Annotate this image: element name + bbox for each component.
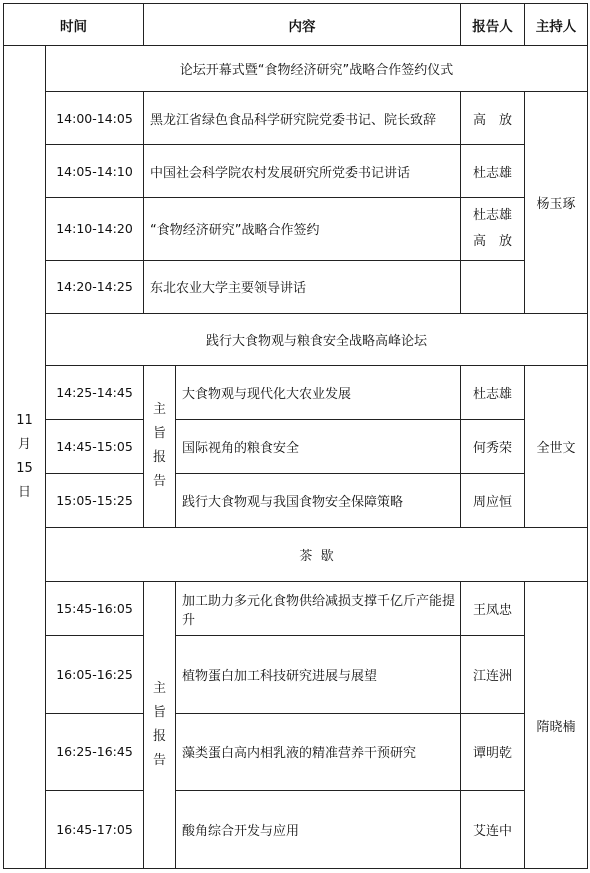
time-cell: 14:05-14:10	[46, 145, 144, 198]
keynote-label: 主 旨 报 告	[144, 365, 176, 527]
time-cell: 16:25-16:45	[46, 713, 144, 790]
table-row	[4, 365, 588, 419]
table-row	[4, 582, 588, 636]
table-row	[4, 145, 588, 198]
content-cell: 加工助力多元化食物供给减损支撑千亿斤产能提升	[176, 582, 461, 636]
reporter-cell: 杜志雄	[461, 365, 525, 419]
date-char: 月	[17, 437, 31, 453]
content-cell: 大食物观与现代化大农业发展	[176, 365, 461, 419]
section-row-tea-break	[4, 528, 588, 582]
content-cell: 国际视角的粮食安全	[176, 419, 461, 473]
content-cell: 中国社会科学院农村发展研究所党委书记讲话	[144, 145, 461, 198]
table-row	[4, 790, 588, 868]
reporter-cell: 江连洲	[461, 636, 525, 713]
content-cell: 践行大食物观与我国食物安全保障策略	[176, 474, 461, 528]
header-time: 时间	[4, 4, 144, 46]
reporter-cell	[461, 198, 525, 260]
reporter-name: 高 放	[472, 233, 512, 249]
keynote-label: 主 旨 报 告	[144, 582, 176, 869]
schedule-table	[3, 3, 588, 869]
section-row-opening	[4, 46, 588, 92]
host-cell-forum: 全世文	[525, 365, 588, 527]
time-cell: 16:45-17:05	[46, 790, 144, 868]
reporter-cell: 杜志雄	[461, 145, 525, 198]
table-row	[4, 474, 588, 528]
section-title-tea-break: 茶 歇	[46, 528, 588, 582]
date-cell	[4, 46, 46, 869]
section-title-opening: 论坛开幕式暨“食物经济研究”战略合作签约仪式	[46, 46, 588, 92]
table-row	[4, 92, 588, 145]
time-cell: 15:45-16:05	[46, 582, 144, 636]
header-row	[4, 4, 588, 46]
content-cell: 植物蛋白加工科技研究进展与展望	[176, 636, 461, 713]
time-cell: 16:05-16:25	[46, 636, 144, 713]
reporter-cell: 王凤忠	[461, 582, 525, 636]
section-title-forum: 践行大食物观与粮食安全战略高峰论坛	[46, 313, 588, 365]
header-reporter: 报告人	[461, 4, 525, 46]
content-cell: 东北农业大学主要领导讲话	[144, 260, 461, 313]
content-cell: “食物经济研究”战略合作签约	[144, 198, 461, 260]
date-char: 11	[16, 413, 33, 429]
time-cell: 14:20-14:25	[46, 260, 144, 313]
reporter-cell: 谭明乾	[461, 713, 525, 790]
section-row-forum	[4, 313, 588, 365]
table-row	[4, 198, 588, 260]
host-cell-afternoon: 隋晓楠	[525, 582, 588, 869]
header-host: 主持人	[525, 4, 588, 46]
reporter-cell: 周应恒	[461, 474, 525, 528]
time-cell: 14:45-15:05	[46, 419, 144, 473]
table-row	[4, 636, 588, 713]
header-content: 内容	[144, 4, 461, 46]
date-char: 15	[16, 461, 33, 477]
table-row	[4, 260, 588, 313]
time-cell: 14:10-14:20	[46, 198, 144, 260]
reporter-cell: 何秀荣	[461, 419, 525, 473]
content-cell: 酸角综合开发与应用	[176, 790, 461, 868]
table-row	[4, 713, 588, 790]
time-cell: 14:00-14:05	[46, 92, 144, 145]
reporter-name: 杜志雄	[472, 207, 512, 223]
table-row	[4, 419, 588, 473]
time-cell: 15:05-15:25	[46, 474, 144, 528]
reporter-cell	[461, 260, 525, 313]
reporter-cell: 艾连中	[461, 790, 525, 868]
content-cell: 藻类蛋白高内相乳液的精准营养干预研究	[176, 713, 461, 790]
content-cell: 黑龙江省绿色食品科学研究院党委书记、院长致辞	[144, 92, 461, 145]
time-cell: 14:25-14:45	[46, 365, 144, 419]
date-char: 日	[17, 485, 31, 501]
host-cell-opening: 杨玉琢	[525, 92, 588, 313]
reporter-cell: 高 放	[461, 92, 525, 145]
